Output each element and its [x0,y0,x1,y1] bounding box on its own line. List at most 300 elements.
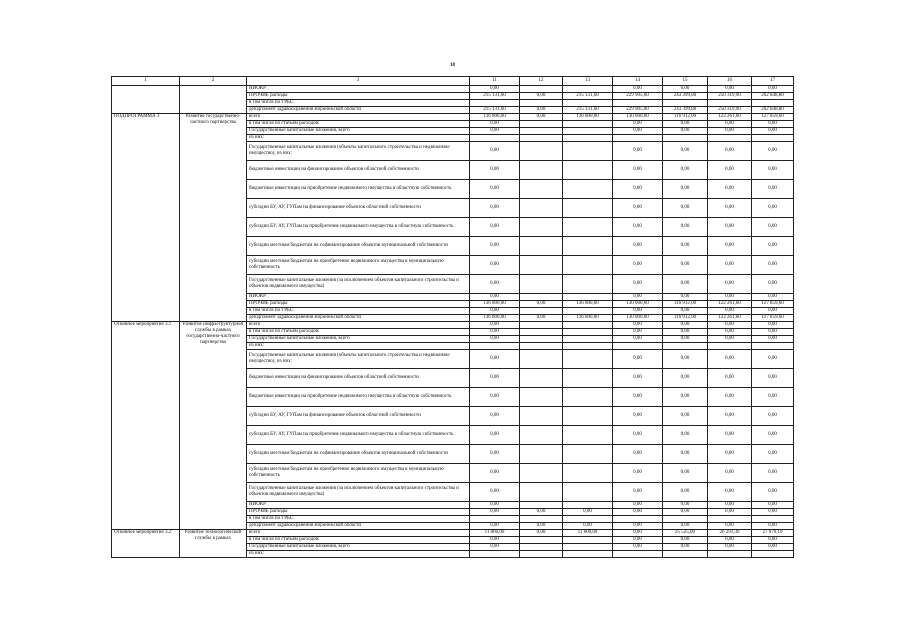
value-cell: 0,00 [613,322,663,329]
value-cell: 136 800,00 [563,301,613,308]
row-label: в том числе по статьям расходов: [247,537,470,544]
value-cell: 0,00 [663,142,708,161]
row-label: бюджетные инвестиции на финансирование объектов областной собственности [247,369,470,388]
value-cell: 0,00 [663,544,708,551]
value-cell [520,308,563,315]
value-cell [520,142,563,161]
row-label: бюджетные инвестиции на приобретение недвижимого имущества в областную собственность [247,180,470,199]
value-cell: 0,00 [470,142,520,161]
value-cell [752,100,794,107]
value-cell [663,516,708,523]
value-cell: 0,00 [663,128,708,135]
value-cell: 0,00 [470,86,520,93]
value-cell: 0,00 [613,537,663,544]
row-label: в том числе по ГРБС: [247,516,470,523]
value-cell [613,100,663,107]
value-cell: 11 800,00 [563,530,613,537]
value-cell: 0,00 [470,336,520,343]
value-cell [520,100,563,107]
value-cell [563,218,613,237]
value-cell: 0,00 [752,322,794,329]
value-cell: 243 399,80 [663,93,708,100]
row-label: в том числе по статьям расходов: [247,329,470,336]
value-cell [708,135,752,142]
row-label: Государственные капитальные вложения, всего [247,544,470,551]
value-cell: 0,00 [613,464,663,483]
value-cell: 0,00 [752,256,794,275]
value-cell [663,551,708,558]
row-label: всего [247,530,470,537]
value-cell [563,294,613,301]
value-cell: 0,00 [613,388,663,407]
value-cell: 0,00 [470,523,520,530]
value-cell [520,426,563,445]
column-header: 1 [112,77,180,86]
value-cell: 0,00 [613,350,663,369]
row-label: из них: [247,343,470,350]
value-cell [520,343,563,350]
row-label: Государственные капитальные вложения (объекты капитального строительства и недвижимое имущество), из них: [247,142,470,161]
value-cell [520,483,563,502]
value-cell: 0,00 [613,237,663,256]
value-cell [563,308,613,315]
value-cell: 0,00 [663,445,708,464]
value-cell: 0,00 [708,509,752,516]
value-cell: 116 912,00 [663,301,708,308]
value-cell: 0,00 [752,369,794,388]
row-label: субсидии местным бюджетам на софинансирование объектов муниципальной собственности [247,445,470,464]
value-cell: 136 800,00 [470,301,520,308]
value-cell: 0,00 [520,530,563,537]
value-cell [470,343,520,350]
row-label: бюджетные инвестиции на приобретение недвижимого имущества в областную собственность [247,388,470,407]
value-cell: 0,00 [708,256,752,275]
row-label: из них: [247,135,470,142]
value-cell: 0,00 [708,86,752,93]
table-row [112,322,794,329]
program-name-cell [180,86,247,114]
value-cell: 136 800,00 [563,114,613,121]
value-cell [752,516,794,523]
value-cell: 127 859,60 [752,114,794,121]
value-cell [520,322,563,329]
value-cell: 136 800,00 [563,315,613,322]
value-cell: 0,00 [613,407,663,426]
value-cell [520,128,563,135]
value-cell: 0,00 [708,121,752,128]
value-cell [563,551,613,558]
value-cell [563,322,613,329]
value-cell: 122 261,60 [708,301,752,308]
value-cell [563,445,613,464]
value-cell: 0,00 [752,237,794,256]
value-cell: 0,00 [563,509,613,516]
value-cell: 0,00 [663,407,708,426]
value-cell: 0,00 [470,199,520,218]
value-cell: 0,00 [613,161,663,180]
value-cell: 243 399,80 [663,107,708,114]
value-cell: 0,00 [613,256,663,275]
row-label: субсидии БУ, АУ, ГУПам на финансирование объектов областной собственности [247,199,470,218]
value-cell [470,100,520,107]
value-cell [520,502,563,509]
row-label: субсидии местным бюджетам на софинансирование объектов муниципальной собственности [247,237,470,256]
value-cell [563,142,613,161]
row-label: департамент здравоохранения Воронежской области [247,315,470,322]
value-cell: 0,00 [708,218,752,237]
value-cell: 250 319,90 [708,107,752,114]
value-cell [520,237,563,256]
value-cell [520,350,563,369]
value-cell: 0,00 [470,121,520,128]
value-cell: 0,00 [470,237,520,256]
table-row [112,86,794,93]
value-cell [563,483,613,502]
value-cell: 0,00 [613,294,663,301]
row-label: Государственные капитальные вложения (за исключением объектов капитального строительства и объектов недвижимого имущества) [247,483,470,502]
value-cell: 0,00 [663,308,708,315]
value-cell: 0,00 [470,426,520,445]
value-cell: 0,00 [708,544,752,551]
value-cell [520,161,563,180]
value-cell: 0,00 [663,369,708,388]
row-label: ПРОЧИЕ расходы [247,93,470,100]
value-cell: 0,00 [663,275,708,294]
value-cell: 0,00 [663,336,708,343]
value-cell: 0,00 [613,218,663,237]
value-cell: 0,00 [752,464,794,483]
value-cell [563,180,613,199]
value-cell: 0,00 [752,502,794,509]
value-cell: 0,00 [470,464,520,483]
value-cell [520,329,563,336]
value-cell [663,100,708,107]
value-cell [708,516,752,523]
value-cell: 0,00 [520,114,563,121]
program-title-cell: Основное мероприятие 3.1 [112,322,180,530]
column-header: 13 [563,77,613,86]
value-cell: 215 131,60 [563,107,613,114]
value-cell: 215 131,60 [470,93,520,100]
value-cell [563,161,613,180]
row-label: субсидии БУ, АУ, ГУПам на приобретение недвижимого имущества в областную собственность [247,218,470,237]
value-cell: 0,00 [708,502,752,509]
value-cell [520,551,563,558]
row-label: субсидии местным бюджетам на приобретение недвижимого имущества в муниципальную собственность [247,256,470,275]
value-cell: 0,00 [470,329,520,336]
value-cell: 262 848,80 [752,93,794,100]
value-cell: 0,00 [470,509,520,516]
value-cell: 116 912,00 [663,315,708,322]
value-cell: 0,00 [613,329,663,336]
row-label: НИОКР [247,294,470,301]
value-cell: 0,00 [470,308,520,315]
value-cell [520,369,563,388]
value-cell: 0,00 [752,294,794,301]
row-label: субсидии БУ, АУ, ГУПам на финансирование объектов областной собственности [247,407,470,426]
value-cell: 250 319,90 [708,93,752,100]
value-cell [563,343,613,350]
value-cell: 0,00 [613,544,663,551]
value-cell [563,275,613,294]
value-cell: 0,00 [613,180,663,199]
value-cell: 0,00 [708,308,752,315]
value-cell [563,199,613,218]
column-header: 12 [520,77,563,86]
row-label: бюджетные инвестиции на финансирование объектов областной собственности [247,161,470,180]
budget-table [111,76,794,558]
value-cell: 0,00 [470,388,520,407]
value-cell: 0,00 [563,523,613,530]
value-cell [520,199,563,218]
column-header: 17 [752,77,794,86]
value-cell: 0,00 [708,336,752,343]
value-cell: 0,00 [663,523,708,530]
value-cell: 0,00 [470,322,520,329]
value-cell: 0,00 [708,350,752,369]
value-cell [520,537,563,544]
value-cell [613,516,663,523]
value-cell: 0,00 [613,445,663,464]
value-cell [563,100,613,107]
program-title-cell: Основное мероприятие 3.2 [112,530,180,558]
value-cell: 0,00 [708,464,752,483]
value-cell [563,426,613,445]
value-cell: 0,00 [708,426,752,445]
value-cell [520,407,563,426]
value-cell: 0,00 [752,218,794,237]
value-cell: 0,00 [520,315,563,322]
value-cell: 0,00 [663,502,708,509]
value-cell: 0,00 [752,86,794,93]
value-cell: 0,00 [470,294,520,301]
value-cell: 0,00 [708,369,752,388]
value-cell: 0,00 [613,336,663,343]
value-cell [470,135,520,142]
value-cell: 0,00 [752,275,794,294]
page-number: 18 [450,63,455,68]
value-cell: 0,00 [663,237,708,256]
value-cell [708,343,752,350]
value-cell: 136 800,00 [470,315,520,322]
row-label: департамент здравоохранения Воронежской области [247,107,470,114]
value-cell: 0,00 [708,237,752,256]
value-cell [752,135,794,142]
value-cell: 0,00 [708,128,752,135]
value-cell: 127 859,60 [752,301,794,308]
value-cell [613,551,663,558]
value-cell: 262 848,80 [752,107,794,114]
value-cell: 0,00 [470,544,520,551]
value-cell: 11 800,00 [470,530,520,537]
value-cell: 0,00 [470,256,520,275]
value-cell: 0,00 [752,128,794,135]
value-cell [520,336,563,343]
value-cell [563,537,613,544]
value-cell: 0,00 [708,161,752,180]
value-cell: 0,00 [470,128,520,135]
value-cell: 136 800,00 [470,114,520,121]
value-cell [563,407,613,426]
value-cell [520,388,563,407]
value-cell: 0,00 [663,329,708,336]
row-label: всего [247,322,470,329]
value-cell: 229 905,00 [613,93,663,100]
value-cell [708,551,752,558]
value-cell: 0,00 [470,350,520,369]
value-cell: 0,00 [663,294,708,301]
value-cell: 0,00 [470,537,520,544]
value-cell: 0,00 [613,275,663,294]
value-cell: 0,00 [708,523,752,530]
value-cell: 0,00 [663,322,708,329]
value-cell: 0,00 [708,322,752,329]
value-cell: 0,00 [663,537,708,544]
value-cell: 0,00 [613,530,663,537]
value-cell: 26 291,30 [708,530,752,537]
value-cell: 0,00 [752,544,794,551]
value-cell: 0,00 [663,350,708,369]
value-cell: 0,00 [752,537,794,544]
value-cell: 0,00 [470,369,520,388]
value-cell: 0,00 [663,509,708,516]
program-name-cell: Развитие технологической службы в рамках [180,530,247,558]
value-cell [520,218,563,237]
value-cell [752,343,794,350]
value-cell [520,121,563,128]
value-cell: 0,00 [708,407,752,426]
value-cell: 0,00 [708,329,752,336]
value-cell: 0,00 [752,161,794,180]
program-name-cell: Развитие инфраструктурной службы в рамках государственно-частного партнерства [180,322,247,530]
value-cell: 229 905,00 [613,107,663,114]
value-cell [520,180,563,199]
column-header: 14 [613,77,663,86]
table-row [112,530,794,537]
value-cell [563,237,613,256]
value-cell: 0,00 [752,308,794,315]
value-cell: 130 000,00 [613,301,663,308]
value-cell: 0,00 [752,329,794,336]
value-cell: 0,00 [613,121,663,128]
value-cell: 0,00 [752,426,794,445]
value-cell: 0,00 [752,142,794,161]
value-cell: 0,00 [470,180,520,199]
value-cell [563,336,613,343]
value-cell: 0,00 [613,502,663,509]
value-cell: 215 131,60 [470,107,520,114]
value-cell: 0,00 [663,256,708,275]
value-cell [563,516,613,523]
value-cell: 0,00 [613,523,663,530]
program-title-cell [112,86,180,114]
column-header: 15 [663,77,708,86]
row-label: Государственные капитальные вложения (за исключением объектов капитального строительства и объектов недвижимого имущества) [247,275,470,294]
value-cell: 25 525,00 [663,530,708,537]
value-cell [563,544,613,551]
value-cell [563,388,613,407]
value-cell: 0,00 [613,483,663,502]
value-cell [520,544,563,551]
value-cell: 0,00 [470,502,520,509]
row-label: в том числе по статьям расходов: [247,121,470,128]
row-label: Государственные капитальные вложения, всего [247,128,470,135]
value-cell: 0,00 [470,161,520,180]
value-cell: 0,00 [470,483,520,502]
value-cell: 0,00 [613,369,663,388]
value-cell: 0,00 [752,445,794,464]
value-cell [520,86,563,93]
row-label: субсидии местным бюджетам на приобретение недвижимого имущества в муниципальную собственность [247,464,470,483]
value-cell: 0,00 [708,537,752,544]
value-cell: 0,00 [613,509,663,516]
value-cell: 0,00 [752,388,794,407]
value-cell [470,516,520,523]
column-header: 16 [708,77,752,86]
value-cell: 215 131,60 [563,93,613,100]
value-cell [563,135,613,142]
value-cell: 0,00 [708,445,752,464]
row-label: субсидии БУ, АУ, ГУПам на приобретение недвижимого имущества в областную собственность [247,426,470,445]
value-cell: 0,00 [520,509,563,516]
value-cell: 0,00 [663,86,708,93]
value-cell [563,86,613,93]
value-cell: 0,00 [470,407,520,426]
value-cell: 0,00 [752,407,794,426]
value-cell: 130 000,00 [613,315,663,322]
row-label: из них: [247,551,470,558]
value-cell [520,464,563,483]
value-cell [520,256,563,275]
row-label: ПРОЧИЕ расходы [247,301,470,308]
value-cell: 0,00 [708,180,752,199]
value-cell: 130 000,00 [613,114,663,121]
value-cell: 0,00 [663,218,708,237]
value-cell: 0,00 [708,199,752,218]
value-cell: 0,00 [708,294,752,301]
value-cell: 0,00 [663,426,708,445]
value-cell [520,135,563,142]
value-cell [563,128,613,135]
value-cell [563,329,613,336]
value-cell: 0,00 [613,86,663,93]
value-cell: 0,00 [663,199,708,218]
value-cell: 0,00 [752,180,794,199]
value-cell: 122 261,60 [708,114,752,121]
value-cell: 127 859,60 [752,315,794,322]
value-cell [663,135,708,142]
value-cell [563,502,613,509]
value-cell: 0,00 [708,483,752,502]
row-label: Государственные капитальные вложения, всего [247,336,470,343]
value-cell: 0,00 [520,523,563,530]
header-row [112,77,794,86]
value-cell: 27 070,10 [752,530,794,537]
value-cell: 0,00 [613,128,663,135]
program-name-cell: Развитие государственно-частного партнерства [180,114,247,322]
value-cell: 0,00 [708,275,752,294]
value-cell: 0,00 [752,121,794,128]
value-cell: 0,00 [752,336,794,343]
table-row [112,114,794,121]
value-cell [520,445,563,464]
value-cell [708,100,752,107]
value-cell [613,135,663,142]
value-cell: 0,00 [470,275,520,294]
value-cell: 0,00 [613,142,663,161]
row-label: Государственные капитальные вложения (объекты капитального строительства и недвижимое имущество), из них: [247,350,470,369]
row-label: НИОКР [247,86,470,93]
